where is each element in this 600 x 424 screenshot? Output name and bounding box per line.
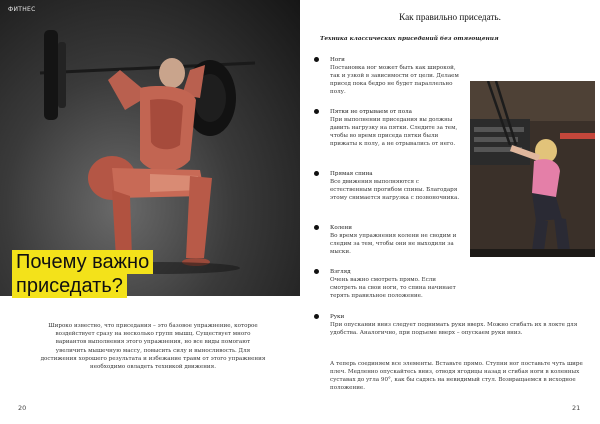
point-knees bbox=[314, 224, 462, 256]
bullet-icon bbox=[314, 269, 319, 274]
bullet-icon bbox=[314, 171, 319, 176]
right-page bbox=[300, 0, 600, 424]
page-title: Как правильно приседать. bbox=[399, 12, 501, 22]
point-heading: Руки bbox=[330, 314, 345, 320]
trainer-squat-photo bbox=[470, 81, 595, 257]
point-text: При опускании вниз следует поднимать руки вверх. Можно сгибать их в локте для удобства. Аналогично, при подъеме вверх – опускаем руки вниз. bbox=[330, 322, 578, 336]
headline bbox=[12, 250, 153, 298]
point-heading: Пятки не отрываем от пола bbox=[330, 109, 412, 115]
point-heading: Прямая спина bbox=[330, 171, 373, 177]
technique-subtitle: Техника классических приседаний без отягощения bbox=[320, 36, 499, 42]
point-feet bbox=[314, 56, 462, 96]
point-heels bbox=[314, 108, 462, 148]
summary-text: А теперь соединяем все элементы. Вставьте прямо. Ступни ног поставьте чуть шире плеч. Медленно опускайтесь вниз, отводя ягодицы назад и сгибая ноги в коленных суставах до угла 90°, как бы садясь на невидимый стул. Возвращаемся в исходное положение. bbox=[330, 361, 583, 391]
section-label: ФИТНЕС bbox=[8, 6, 36, 13]
headline-line-2: приседать? bbox=[12, 274, 127, 298]
point-arms bbox=[314, 313, 584, 337]
point-heading: Колени bbox=[330, 225, 353, 231]
point-heading: Взгляд bbox=[330, 269, 351, 275]
trainer-photo-graphic bbox=[470, 81, 595, 257]
bullet-icon bbox=[314, 57, 319, 62]
page-number-right: 21 bbox=[572, 404, 581, 412]
point-text: Во время упражнения колени не сводим и следим за тем, чтобы они не выходили за мыски. bbox=[330, 233, 457, 255]
intro-caption: Широко известно, что приседания – это базовое упражнение, которое воздействует сразу на несколько групп мышц. Существует много вариантов выполнения этого упражнения, но все виды помогают увеличить мышечную массу, повысить силу и выносливость. Для достижения хорошего результата и избежание травм от этого упражнения необходимо овладеть техникой движения. bbox=[40, 323, 266, 371]
point-text: Все движения выполняются с естественным прогибом спины. Благодаря этому снимается нагрузка с позвоночника. bbox=[330, 179, 460, 201]
headline-line-1: Почему важно bbox=[12, 250, 153, 274]
point-text: При выполнении приседания вы должны давить нагрузку на пятки. Следите за тем, чтобы во время приседа пятки были прижаты к полу, а не отрывались от него. bbox=[330, 117, 458, 147]
point-text: Очень важно смотреть прямо. Если смотреть на свои ноги, то спина начинает терять правильное положение. bbox=[330, 277, 456, 299]
bullet-icon bbox=[314, 109, 319, 114]
bullet-icon bbox=[314, 225, 319, 230]
point-gaze bbox=[314, 268, 462, 300]
bullet-icon bbox=[314, 314, 319, 319]
point-text: Постановка ног может быть как широкой, так и узкой в зависимости от цели. Делаем присед пока бедро не будет параллельно полу. bbox=[330, 65, 459, 95]
page-number-left: 20 bbox=[18, 404, 27, 412]
point-straight-back bbox=[314, 170, 462, 202]
point-heading: Ноги bbox=[330, 57, 345, 63]
